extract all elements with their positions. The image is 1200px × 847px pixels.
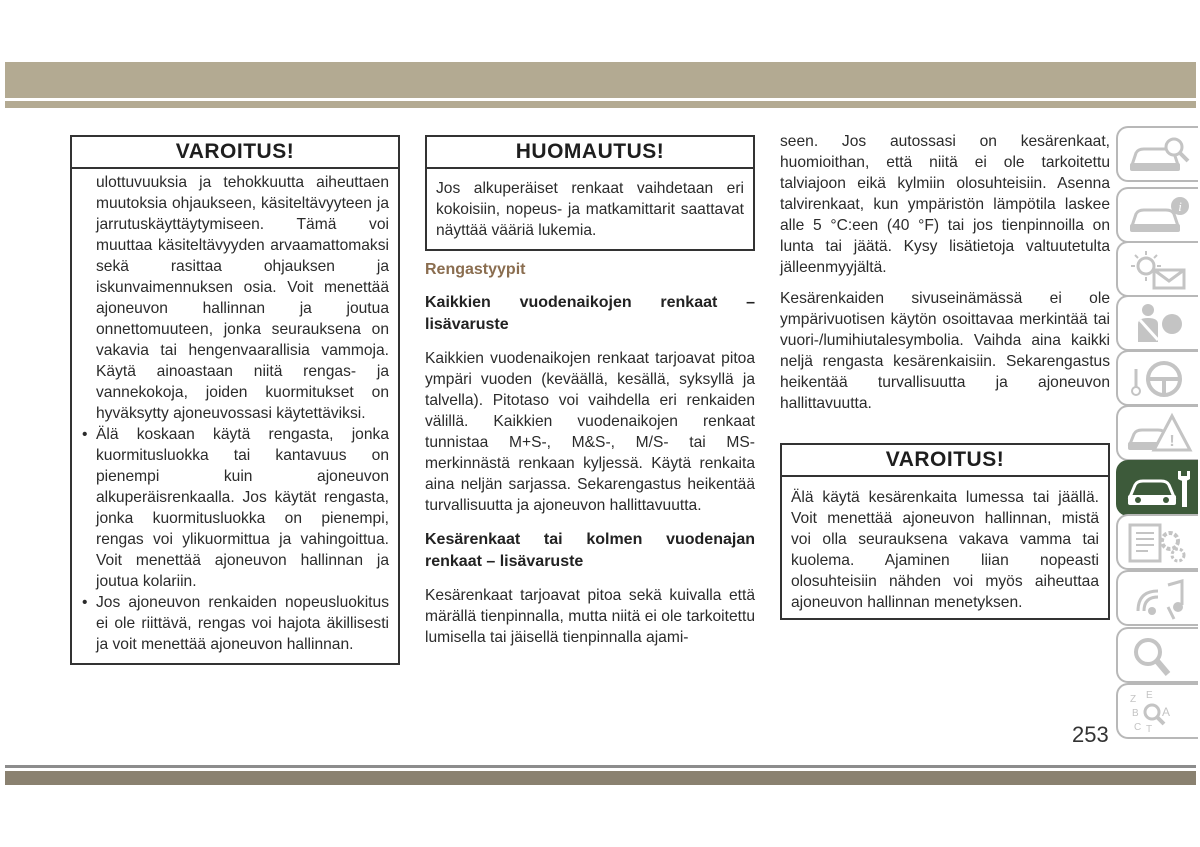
svg-text:i: i	[1178, 199, 1182, 214]
paragraph: Kaikkien vuodenaikojen renkaat tarjoavat pitoa ympäri vuoden (keväällä, kesällä, syksyllä ja talvella). Pitotaso voi vaihdella eri renkaiden välillä. Kaikkien vuodenaikojen renkaat tunnistaa M+S-, M&S-, M/S- tai MS-merkinnästä renkaan kyljessä. Käytä renkaita aina neljän sarjassa. Sekarengastus heikentää turvallisuutta ja ajoneuvon hallittavuutta.	[425, 350, 755, 514]
car-info-icon	[1124, 194, 1194, 238]
warning-title: VAROITUS!	[782, 445, 1108, 477]
warning-box-left	[70, 135, 400, 665]
svg-text:T: T	[1146, 724, 1153, 734]
magnifier-icon	[1124, 634, 1194, 678]
warning-bullet: • Jos ajoneuvon renkaiden nopeusluokitus ei ole riittävä, rengas voi hajota äkillisesti ja voit menettää ajoneuvon hallinnan.	[80, 592, 389, 655]
subheading: Kesärenkaat tai kolmen vuodenajan renkaat – lisävaruste	[425, 531, 755, 570]
music-signal-icon	[1124, 577, 1194, 621]
middle-column	[425, 259, 755, 648]
note-text: Jos alkuperäiset renkaat vaihdetaan eri kokoisiin, nopeus- ja matkamittarit saattavat näyttää vääriä lukemia.	[436, 180, 744, 239]
tab-servicing-maintenance[interactable]	[1116, 460, 1198, 516]
svg-text:E: E	[1146, 690, 1153, 701]
warning-title: VAROITUS!	[72, 137, 398, 169]
svg-text:A: A	[1162, 705, 1171, 719]
svg-text:Z: Z	[1130, 694, 1137, 705]
warning-box-right	[780, 443, 1110, 620]
alphabet-index-icon	[1124, 690, 1194, 734]
hazard-triangle-car-icon	[1124, 412, 1194, 456]
paragraph: Kesärenkaiden sivuseinämässä ei ole ympärivuotisen käytön osoittavaa merkintää tai vuori-/lumihiutalesymbolia. Vaihda aina kaikki neljä rengasta kesärenkaisiin. Sekarengastus heikentää turvallisuutta ja ajoneuvon hallittavuutta.	[780, 290, 1110, 412]
footer-band	[5, 771, 1196, 785]
header-rule	[5, 101, 1196, 108]
tab-vehicle-info[interactable]	[1116, 187, 1198, 243]
tab-safety[interactable]	[1116, 295, 1198, 351]
tab-vehicle-overview[interactable]	[1116, 126, 1198, 182]
tab-search[interactable]	[1116, 627, 1198, 683]
tab-multimedia[interactable]	[1116, 570, 1198, 626]
paragraph: seen. Jos autossasi on kesärenkaat, huomioithan, että niitä ei ole tarkoitettu talviajoon eikä kylmiin olosuhteisiin. Asenna talvirenkaat, kun ympäristön lämpötila laskee alle 5 °C:een (40 °F) tai jos tienpinnoilla on lunta tai jäätä. Kysy lisätietoja valtuutetulta jälleenmyyjältä.	[780, 133, 1110, 276]
warning-bullet: • Älä koskaan käytä rengasta, jonka kuormitusluokka tai kantavuus on pienempi kuin ajoneuvon alkuperäisrenkaalla. Jos käytät rengasta, jonka kuormitusluokka on pienempi, rengas voi ylikuormittua ja vahingoittua. Voit menettää ajoneuvon hallinnan ja joutua kolariin.	[80, 424, 389, 592]
seatbelt-airbag-icon	[1124, 302, 1194, 346]
warning-paragraph: ulottuvuuksia ja tehokkuutta aiheuttaen muutoksia ohjaukseen, käsiteltävyyteen ja jarrutuskäyttäytymiseen. Tämä voi muuttaa käsiteltävyyden arvaamattomaksi sekä rasittaa ohjauksen ja iskunvaimennuksen osia. Voit menettää ajoneuvon hallinnan ja joutua onnettomuuteen, jonka seurauksena on vakavia tai hengenvaarallisia vammoja. Käytä ainoastaan niitä rengas- ja vannekokoja, joiden kuormitukset on hyväksytty ajoneuvossasi käytettäviksi.	[96, 174, 389, 422]
car-magnifier-icon	[1124, 133, 1194, 177]
tab-warning-lights[interactable]	[1116, 241, 1198, 297]
svg-text:!: !	[1169, 433, 1175, 450]
footer-rule	[5, 765, 1196, 768]
svg-text:B: B	[1132, 708, 1139, 719]
warning-text: Älä käytä kesärenkaita lumessa tai jäällä. Voit menettää ajoneuvon hallinnan, mistä voi olla seurauksena vakava vamma tai kuolema. Ajaminen liian nopeasti olosuhteisiin nähden voi myös aiheuttaa ajoneuvon hallinnan menetyksen.	[791, 489, 1099, 611]
warning-light-message-icon	[1124, 248, 1194, 292]
note-title: HUOMAUTUS!	[427, 137, 753, 169]
tab-technical-specs[interactable]	[1116, 514, 1198, 570]
tab-index[interactable]	[1116, 683, 1198, 739]
section-title: Rengastyypit	[425, 261, 526, 278]
steering-wheel-key-icon	[1124, 357, 1194, 401]
paragraph: Kesärenkaat tarjoavat pitoa sekä kuivalla että märällä tienpinnalla, mutta niitä ei ole tarkoitettu lumisella tai jäisellä tienpinnalla ajami-	[425, 587, 755, 646]
svg-text:C: C	[1134, 722, 1142, 733]
tab-emergency[interactable]	[1116, 405, 1198, 461]
note-box	[425, 135, 755, 251]
tab-starting-driving[interactable]	[1116, 350, 1198, 406]
subheading: Kaikkien vuodenaikojen renkaat – lisävaruste	[425, 294, 755, 333]
right-column	[780, 131, 1110, 414]
document-gear-icon	[1124, 521, 1194, 565]
car-wrench-icon	[1124, 467, 1194, 511]
page-number: 253	[1072, 722, 1109, 747]
header-band	[5, 62, 1196, 98]
